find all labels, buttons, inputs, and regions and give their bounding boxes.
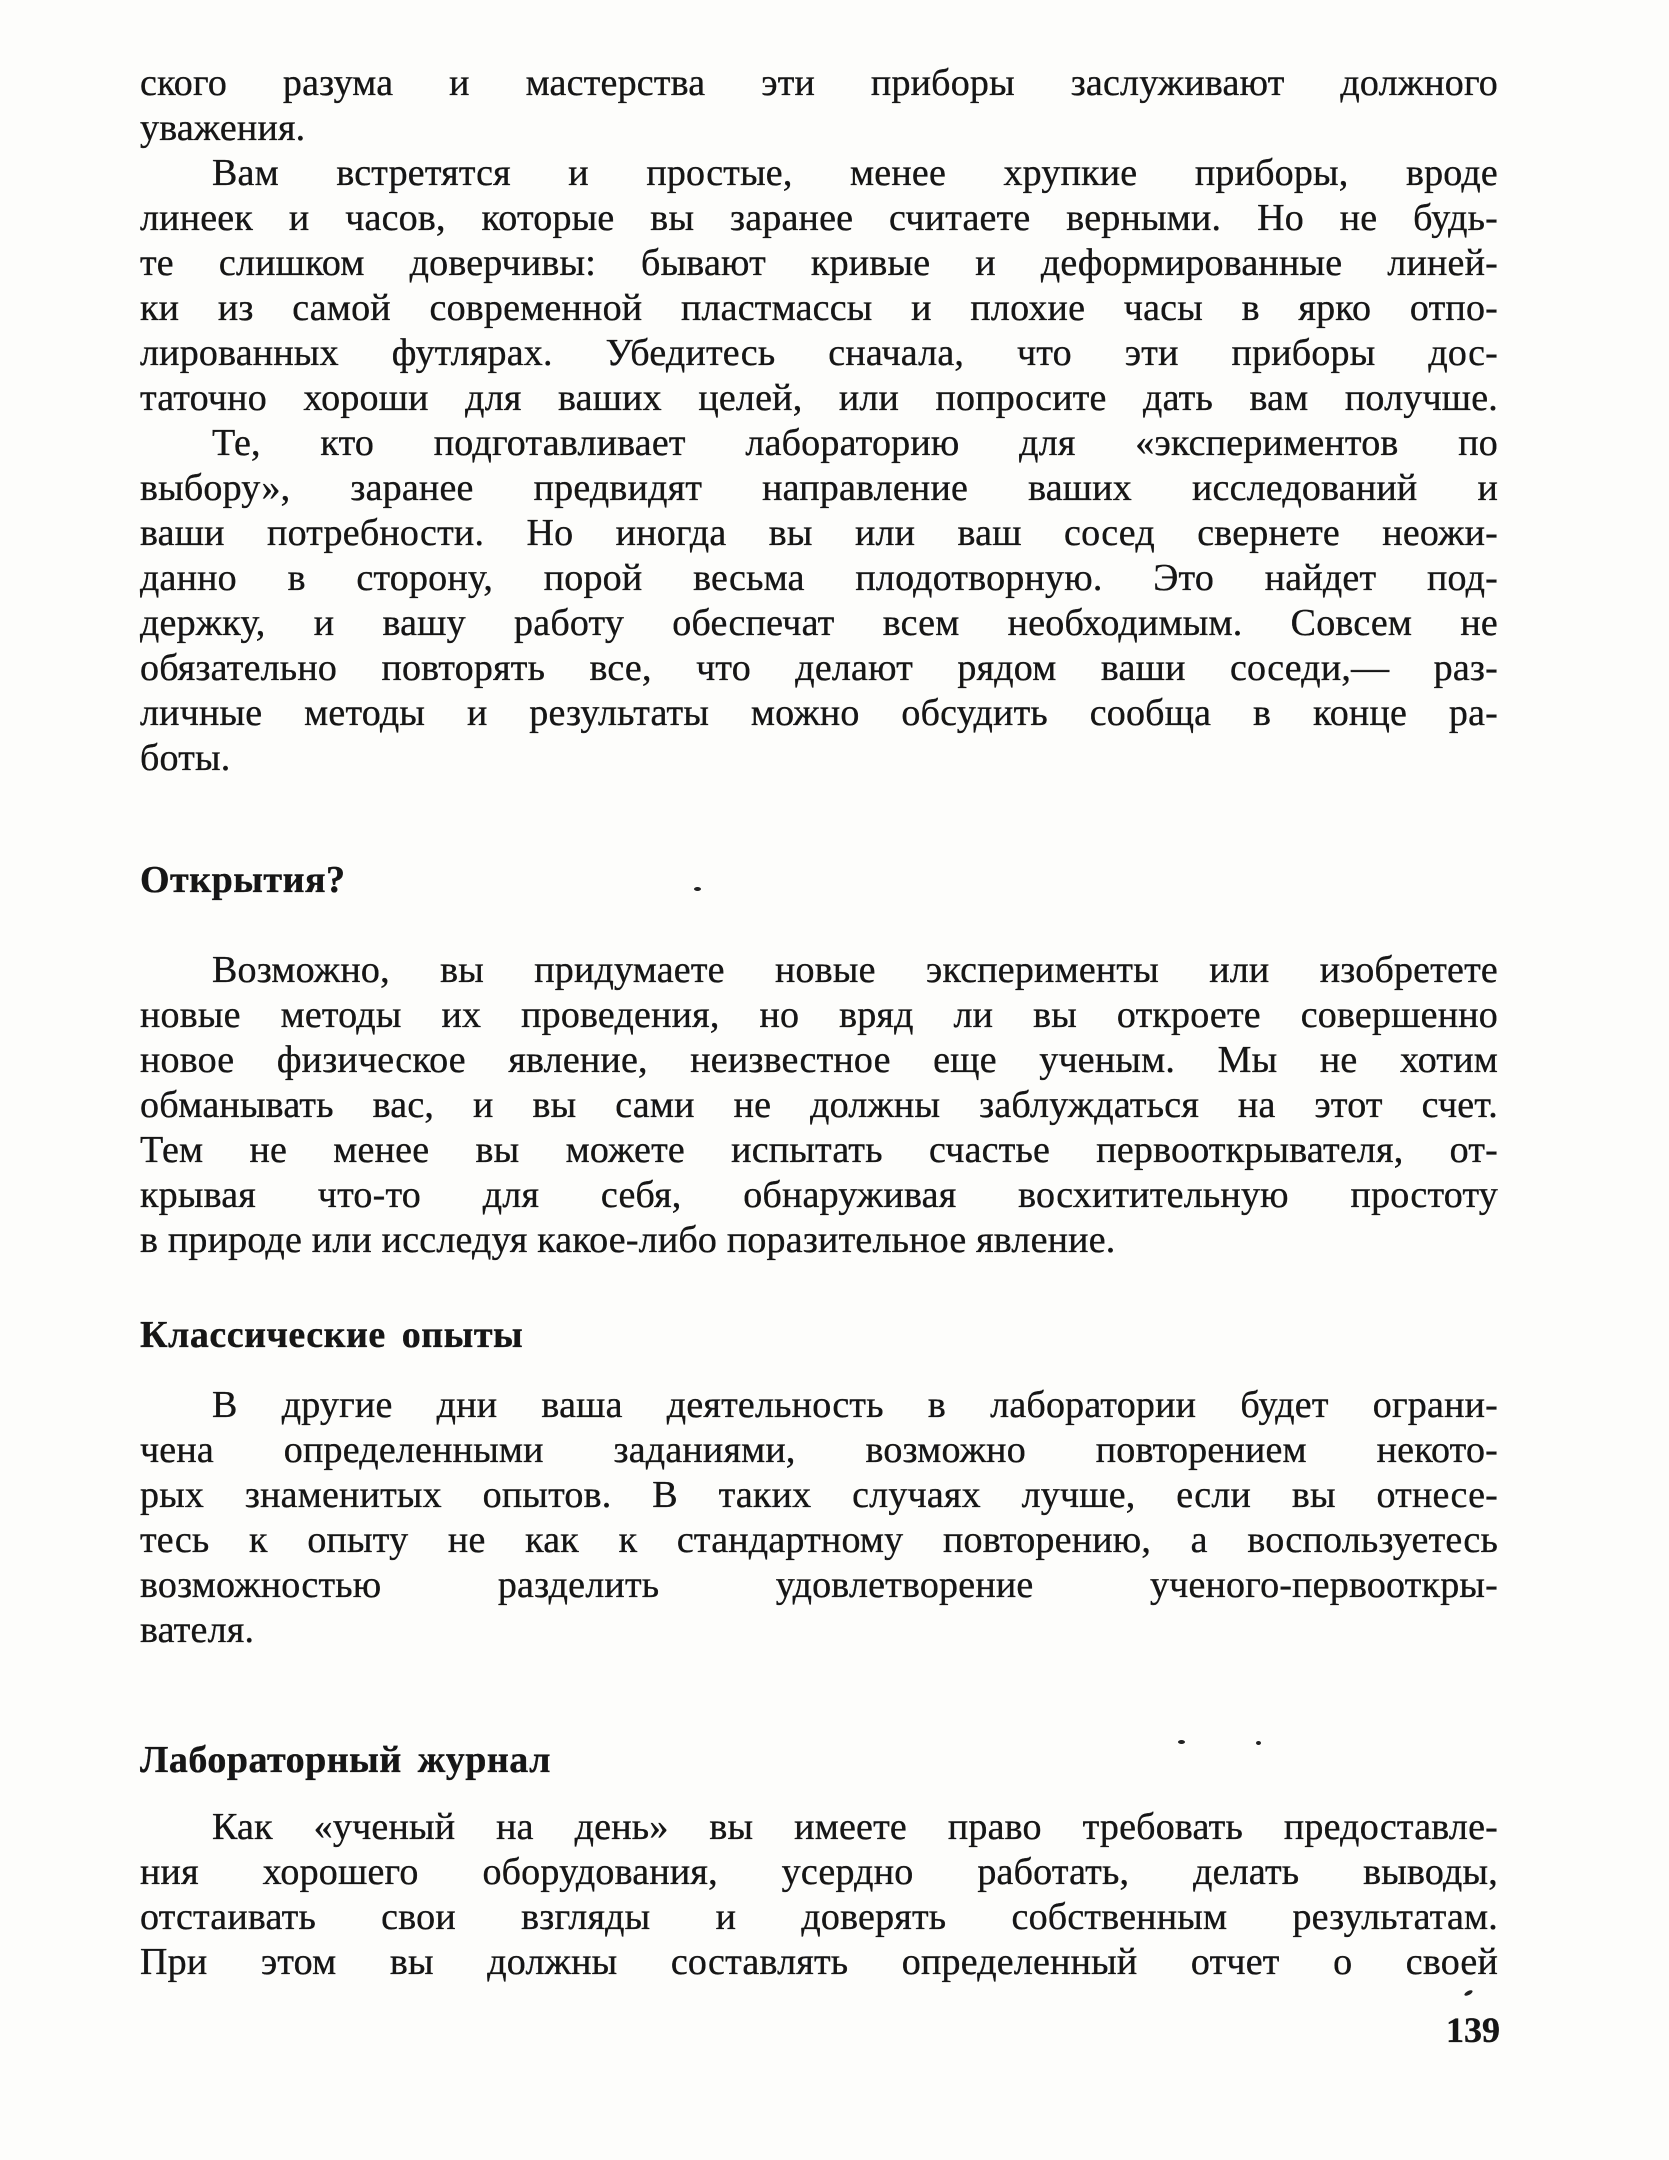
text-line: возможностью разделить удовлетворение ученого-первооткры- [140,1564,1498,1606]
text-line: чена определенными заданиями, возможно повторением некото- [140,1429,1498,1471]
paragraph [140,1383,1498,1653]
text-line: Вам встретятся и простые, менее хрупкие приборы, вроде [212,152,1498,194]
scan-speck [1464,1989,1474,1997]
text-line: Возможно, вы придумаете новые эксперименты или изобретете [212,949,1498,991]
text-line: лированных футлярах. Убедитесь сначала, что эти приборы дос- [140,332,1498,374]
text-line: тесь к опыту не как к стандартному повторению, а воспользуетесь [140,1519,1498,1561]
section-heading: Классические опыты [140,1314,524,1356]
paragraph [140,421,1498,781]
text-line: В другие дни ваша деятельность в лаборатории будет ограни- [212,1384,1498,1426]
section-heading: Открытия? [140,859,346,901]
paragraph [140,948,1498,1263]
text-line: обязательно повторять все, что делают рядом ваши соседи,— раз- [140,647,1498,689]
text-line: выбору», заранее предвидят направление ваших исследований и [140,467,1498,509]
text-line: Тем не менее вы можете испытать счастье первооткрывателя, от- [140,1129,1498,1171]
page-number: 139 [1446,2010,1500,2050]
text-column [140,61,1498,1985]
scan-speck [1178,1740,1185,1744]
text-line: обманывать вас, и вы сами не должны заблуждаться на этот счет. [140,1084,1498,1126]
text-line: в природе или исследуя какое-либо поразительное явление. [140,1219,1116,1261]
text-line: вателя. [140,1609,255,1651]
paragraph [140,151,1498,421]
paragraph [140,1805,1498,1985]
text-line: линеек и часов, которые вы заранее считаете верными. Но не будь- [140,197,1498,239]
scan-speck [1256,1741,1261,1745]
text-line: ки из самой современной пластмассы и плохие часы в ярко отпо- [140,287,1498,329]
text-line: данно в сторону, порой весьма плодотворную. Это найдет под- [140,557,1498,599]
text-line: ского разума и мастерства эти приборы заслуживают должного [140,62,1498,104]
text-line: уважения. [140,107,306,149]
text-line: крывая что-то для себя, обнаруживая восхитительную простоту [140,1174,1498,1216]
scan-speck [694,887,701,891]
text-line: ния хорошего оборудования, усердно работать, делать выводы, [140,1851,1498,1893]
text-line: таточно хороши для ваших целей, или попросите дать вам получше. [140,377,1498,419]
text-line: личные методы и результаты можно обсудить сообща в конце ра- [140,692,1498,734]
text-line: Как «ученый на день» вы имеете право требовать предоставле- [212,1806,1498,1848]
text-line: рых знаменитых опытов. В таких случаях лучше, если вы отнесе- [140,1474,1498,1516]
text-line: те слишком доверчивы: бывают кривые и деформированные линей- [140,242,1498,284]
text-line: боты. [140,737,231,779]
text-line: Те, кто подготавливает лабораторию для «экспериментов по [212,422,1498,464]
section-heading: Лабораторный журнал [140,1739,551,1781]
paragraph [140,61,1498,151]
text-line: новые методы их проведения, но вряд ли вы откроете совершенно [140,994,1498,1036]
text-line: новое физическое явление, неизвестное еще ученым. Мы не хотим [140,1039,1498,1081]
text-line: ваши потребности. Но иногда вы или ваш сосед свернете неожи- [140,512,1498,554]
text-line: отстаивать свои взгляды и доверять собственным результатам. [140,1896,1498,1938]
text-line: При этом вы должны составлять определенный отчет о своей [140,1941,1498,1983]
text-line: держку, и вашу работу обеспечат всем необходимым. Совсем не [140,602,1498,644]
